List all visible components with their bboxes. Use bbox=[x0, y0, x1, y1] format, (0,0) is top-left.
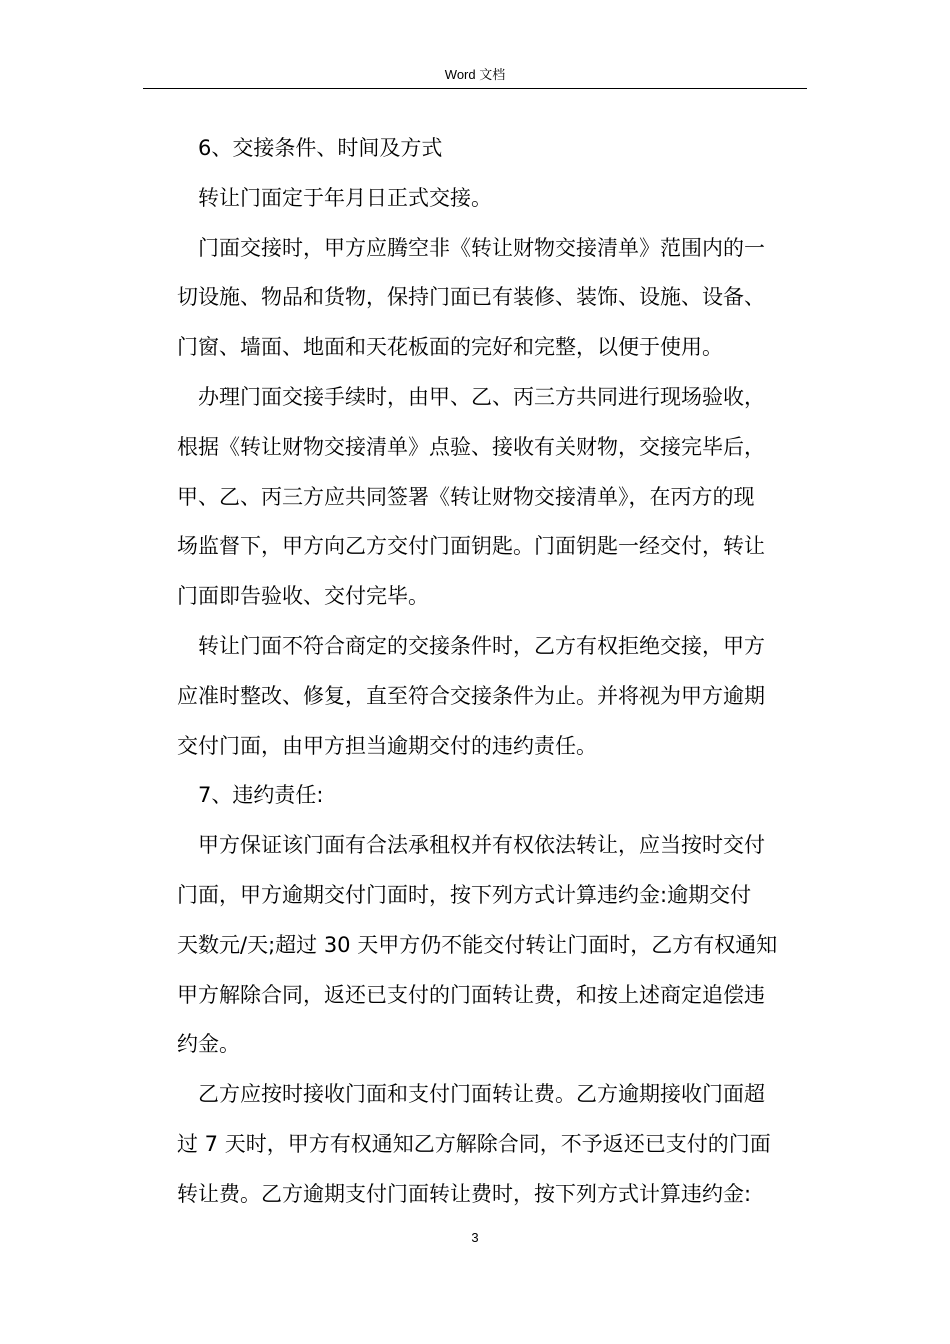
paragraph-line: 门面交接时，甲方应腾空非《转让财物交接清单》范围内的一 bbox=[198, 235, 765, 260]
paragraph-line: 转让门面定于年月日正式交接。 bbox=[198, 185, 492, 210]
paragraph-line: 甲方解除合同，返还已支付的门面转让费，和按上述商定追偿违 bbox=[177, 982, 765, 1007]
paragraph-line: 转让费。乙方逾期支付门面转让费时，按下列方式计算违约金: bbox=[177, 1181, 752, 1206]
paragraph-line: 应准时整改、修复，直至符合交接条件为止。并将视为甲方逾期 bbox=[177, 683, 765, 708]
paragraph-line: 转让门面不符合商定的交接条件时，乙方有权拒绝交接，甲方 bbox=[198, 633, 765, 658]
paragraph-line: 过 7 天时，甲方有权通知乙方解除合同，不予返还已支付的门面 bbox=[177, 1131, 771, 1156]
paragraph-line: 天数元/天;超过 30 天甲方仍不能交付转让门面时，乙方有权通知 bbox=[177, 932, 778, 957]
paragraph-line: 门窗、墙面、地面和天花板面的完好和完整，以便于使用。 bbox=[177, 335, 723, 360]
paragraph-line: 甲方保证该门面有合法承租权并有权依法转让，应当按时交付 bbox=[198, 833, 765, 858]
page-number: 3 bbox=[471, 1230, 479, 1245]
section-heading: 7、违约责任: bbox=[198, 783, 324, 808]
paragraph-line: 交付门面，由甲方担当逾期交付的违约责任。 bbox=[177, 733, 597, 758]
header-divider bbox=[143, 88, 807, 89]
paragraph-line: 场监督下，甲方向乙方交付门面钥匙。门面钥匙一经交付，转让 bbox=[177, 534, 765, 559]
paragraph-line: 甲、乙、丙三方应共同签署《转让财物交接清单》，在丙方的现 bbox=[177, 484, 755, 509]
paragraph-line: 门面即告验收、交付完毕。 bbox=[177, 584, 429, 609]
section-heading: 6、交接条件、时间及方式 bbox=[198, 136, 443, 160]
paragraph-line: 办理门面交接手续时，由甲、乙、丙三方共同进行现场验收， bbox=[198, 384, 765, 409]
page-header-title: Word 文档 bbox=[444, 67, 506, 82]
paragraph-line: 约金。 bbox=[177, 1032, 240, 1057]
document-body bbox=[177, 124, 807, 1220]
paragraph-line: 切设施、物品和货物，保持门面已有装修、装饰、设施、设备、 bbox=[177, 285, 765, 310]
paragraph-line: 门面，甲方逾期交付门面时，按下列方式计算违约金:逾期交付 bbox=[177, 882, 752, 907]
paragraph-line: 根据《转让财物交接清单》点验、接收有关财物，交接完毕后， bbox=[177, 434, 765, 459]
paragraph-line: 乙方应按时接收门面和支付门面转让费。乙方逾期接收门面超 bbox=[198, 1082, 765, 1107]
